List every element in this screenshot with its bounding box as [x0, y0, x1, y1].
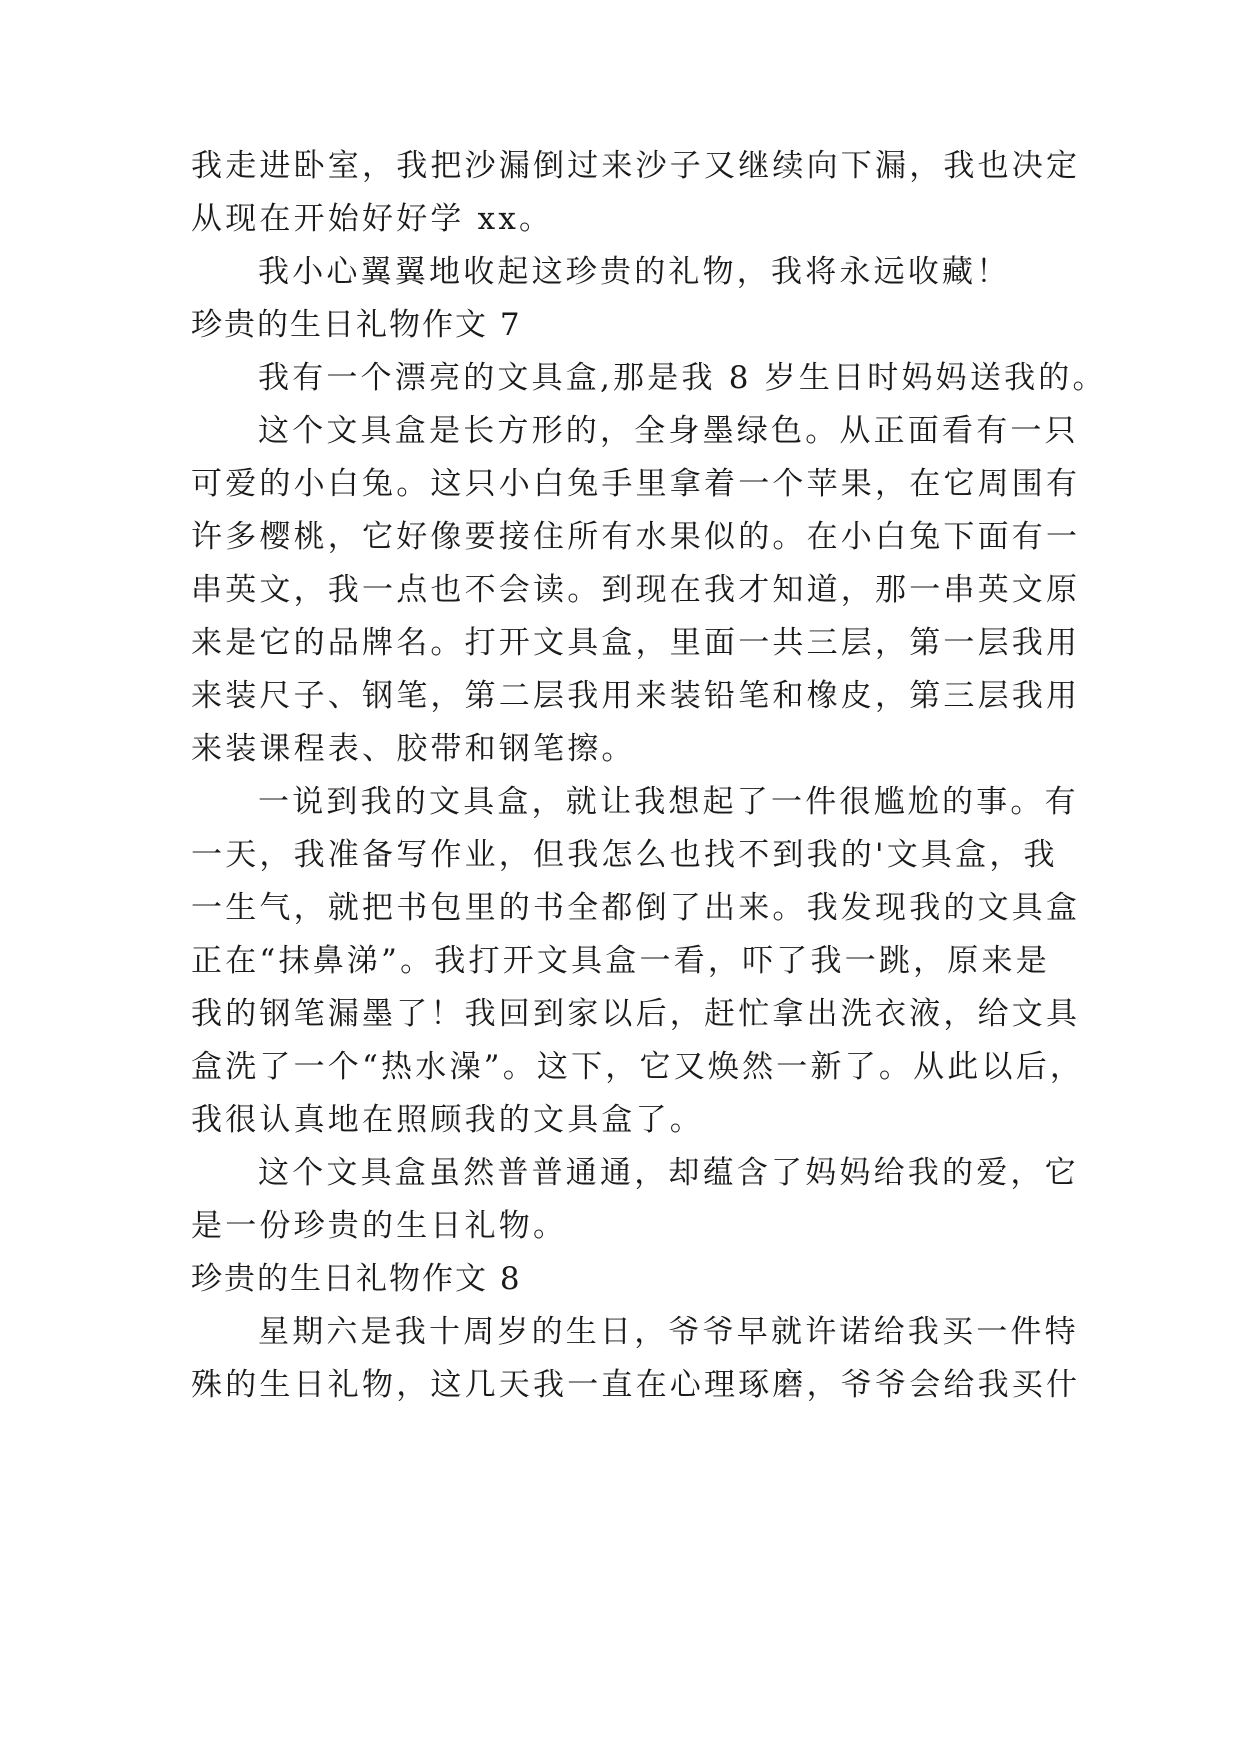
text-line: 我的钢笔漏墨了！我回到家以后，赶忙拿出洗衣液，给文具	[191, 996, 1081, 1032]
text-line: 来装课程表、胶带和钢笔擦。	[191, 731, 636, 767]
text-line: 我有一个漂亮的文具盒,那是我 8 岁生日时妈妈送我的。	[258, 360, 1107, 396]
text-line: 我小心翼翼地收起这珍贵的礼物，我将永远收藏！	[258, 254, 1011, 290]
text-line: 是一份珍贵的生日礼物。	[191, 1208, 568, 1244]
text-line: 一天，我准备写作业，但我怎么也找不到我的'文具盒，我	[191, 837, 1058, 873]
text-line: 可爱的小白兔。这只小白兔手里拿着一个苹果，在它周围有	[191, 466, 1081, 502]
section-heading: 珍贵的生日礼物作文 8	[191, 1261, 522, 1297]
text-line: 一生气，就把书包里的书全都倒了出来。我发现我的文具盒	[191, 890, 1081, 926]
text-line: 串英文，我一点也不会读。到现在我才知道，那一串英文原	[191, 572, 1081, 608]
text-line: 这个文具盒是长方形的，全身墨绿色。从正面看有一只	[258, 413, 1079, 449]
text-line: 我很认真地在照顾我的文具盒了。	[191, 1102, 704, 1138]
text-line: 我走进卧室，我把沙漏倒过来沙子又继续向下漏，我也决定	[191, 148, 1081, 184]
text-line: 来是它的品牌名。打开文具盒，里面一共三层，第一层我用	[191, 625, 1081, 661]
text-line: 这个文具盒虽然普普通通，却蕴含了妈妈给我的爱，它	[258, 1155, 1079, 1191]
text-line: 正在“抹鼻涕”。我打开文具盒一看，吓了我一跳，原来是	[191, 943, 1050, 979]
section-heading: 珍贵的生日礼物作文 7	[191, 307, 522, 343]
text-line: 盒洗了一个“热水澡”。这下，它又焕然一新了。从此以后，	[191, 1049, 1085, 1085]
text-line: 殊的生日礼物，这几天我一直在心理琢磨，爷爷会给我买什	[191, 1367, 1081, 1403]
text-line: 星期六是我十周岁的生日，爷爷早就许诺给我买一件特	[258, 1314, 1079, 1350]
text-line: 从现在开始好好学 xx。	[191, 201, 554, 237]
text-line: 一说到我的文具盒，就让我想起了一件很尴尬的事。有	[258, 784, 1079, 820]
text-line: 来装尺子、钢笔，第二层我用来装铅笔和橡皮，第三层我用	[191, 678, 1081, 714]
text-line: 许多樱桃，它好像要接住所有水果似的。在小白兔下面有一	[191, 519, 1081, 555]
